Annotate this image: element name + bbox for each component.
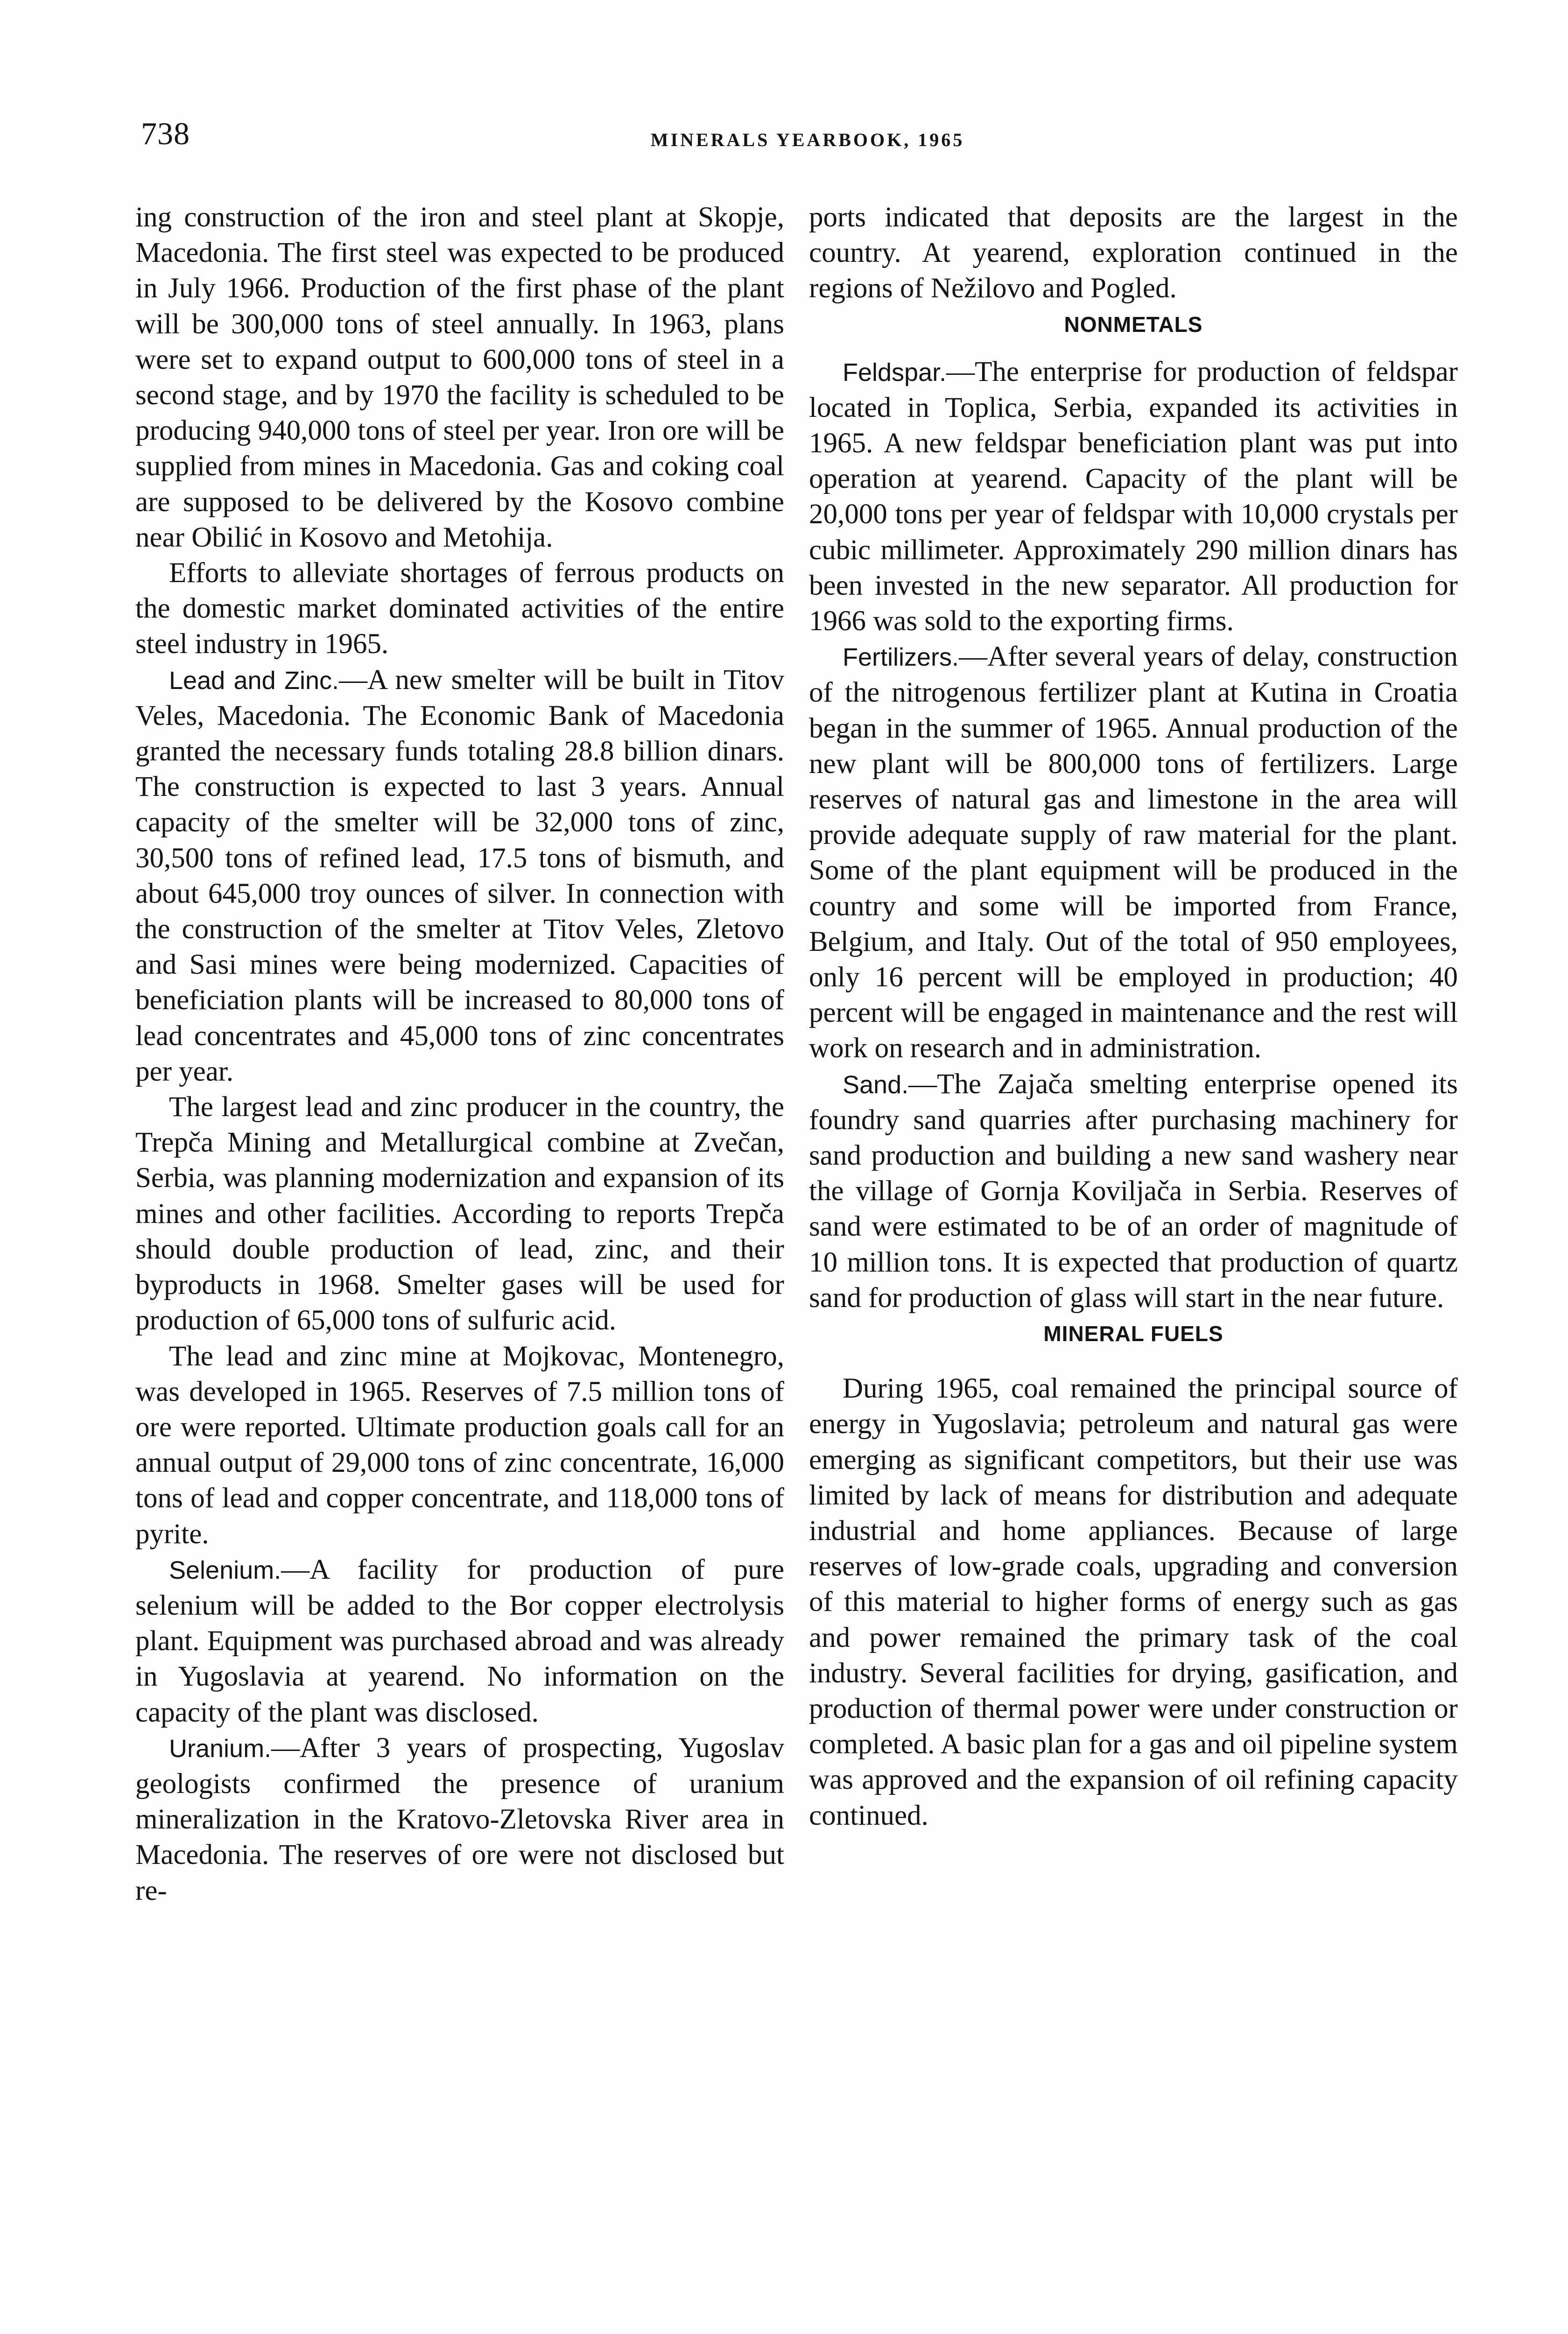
paragraph-iron-steel: ing construction of the iron and steel plant at Skopje, Macedonia. The first steel was expected to be produced in July 1966. Production of the first phase of the plant will be 300,000 tons of steel annually. In 1963, plans were set to expand output to 600,000 tons of steel in a second stage, and by 1970 the facility is scheduled to be producing 940,000 tons of steel per year. Iron ore will be supplied from mines in Macedonia. Gas and coking coal are supposed to be delivered by the Kosovo combine near Obilić in Kosovo and Metohija.	[135, 202, 784, 553]
lead-zinc-title: Lead and Zinc.	[169, 666, 339, 695]
paragraph-fertilizers	[809, 639, 1458, 1066]
paragraph-feldspar	[809, 354, 1458, 640]
right-column	[809, 200, 1458, 1834]
section-heading-nonmetals: NONMETALS	[1064, 312, 1203, 337]
feldspar-title: Feldspar.	[843, 358, 947, 387]
lead-zinc-text: —A new smelter will be built in Titov Veles, Macedonia. The Economic Bank of Macedonia granted the necessary funds totaling 28.8 billion dinars. The construction is expected to last 3 years. Annual capacity of the smelter will be 32,000 tons of zinc, 30,500 tons of refined lead, 17.5 tons of bismuth, and about 645,000 troy ounces of silver. In connection with the construction of the smelter at Titov Veles, Zletovo and Sasi mines were being modernized. Capacities of beneficiation plants will be increased to 80,000 tons of lead concentrates and 45,000 tons of zinc concentrates per year.	[135, 664, 785, 1087]
fertilizers-title: Fertilizers.	[843, 643, 959, 672]
sand-title: Sand.	[843, 1070, 909, 1099]
uranium-title: Uranium.	[169, 1734, 272, 1763]
paragraph-uranium-continued: ports indicated that deposits are the largest in the country. At yearend, exploration continued in the regions of Nežilovo and Pogled.	[809, 202, 1458, 304]
paragraph-selenium	[135, 1552, 784, 1730]
paragraph-mineral-fuels: During 1965, coal remained the principal source of energy in Yugoslavia; petroleum and natural gas were emerging as significant competitors, but their use was limited by lack of means for distribution and adequate industrial and home appliances. Because of large reserves of low-grade coals, upgrading and conversion of this material to higher forms of energy such as gas and power remained the primary task of the coal industry. Several facilities for drying, gasification, and production of thermal power were under construction or completed. A basic plan for a gas and oil pipeline system was approved and the expansion of oil refining capacity continued.	[809, 1373, 1458, 1831]
section-heading-mineral-fuels: MINERAL FUELS	[1043, 1322, 1223, 1346]
sand-text: —The Zajača smelting enterprise opened its foundry sand quarries after purchasing machinery for sand production and building a new sand washery near the village of Gornja Koviljača in Serbia. Reserves of sand were estimated to be of an order of magnitude of 10 million tons. It is expected that production of quartz sand for production of glass will start in the near future.	[809, 1068, 1458, 1314]
page-number: 738	[141, 116, 190, 151]
paragraph-lead-zinc	[135, 662, 784, 1090]
paragraph-ferrous-shortages: Efforts to alleviate shortages of ferrous products on the domestic market dominated activities of the entire steel industry in 1965.	[135, 557, 784, 660]
paragraph-trepca: The largest lead and zinc producer in the country, the Trepča Mining and Metallurgical combine at Zvečan, Serbia, was planning modernization and expansion of its mines and other facilities. According to reports Trepča should double production of lead, zinc, and their byproducts in 1968. Smelter gases will be used for production of 65,000 tons of sulfuric acid.	[135, 1091, 784, 1336]
paragraph-mojkovac: The lead and zinc mine at Mojkovac, Montenegro, was developed in 1965. Reserves of 7.5 million tons of ore were reported. Ultimate production goals call for an annual output of 29,000 tons of zinc concentrate, 16,000 tons of lead and copper concentrate, and 118,000 tons of pyrite.	[135, 1340, 784, 1550]
selenium-text: —A facility for production of pure selenium will be added to the Bor copper electrolysis plant. Equipment was purchased abroad and was already in Yugoslavia at yearend. No information on the capacity of the plant was disclosed.	[135, 1554, 784, 1728]
paragraph-sand	[809, 1067, 1458, 1316]
left-column	[135, 200, 784, 1909]
fertilizers-text: —After several years of delay, construction of the nitrogenous fertilizer plant at Kutina in Croatia began in the summer of 1965. Annual production of the new plant will be 800,000 tons of fertilizers. Large reserves of natural gas and limestone in the area will provide adequate supply of raw material for the plant. Some of the plant equipment will be produced in the country and some will be imported from France, Belgium, and Italy. Out of the total of 950 employees, only 16 percent will be employed in production; 40 percent will be engaged in maintenance and the rest will work on research and in administration.	[809, 641, 1458, 1064]
paragraph-uranium	[135, 1730, 784, 1909]
uranium-text: —After 3 years of prospecting, Yugoslav geologists confirmed the presence of uranium mineralization in the Kratovo-Zletovska River area in Macedonia. The reserves of ore were not disclosed but re-	[135, 1732, 784, 1906]
running-head: MINERALS YEARBOOK, 1965	[650, 129, 965, 150]
selenium-title: Selenium.	[169, 1556, 281, 1584]
feldspar-text: —The enterprise for production of feldspar located in Toplica, Serbia, expanded its activities in 1965. A new feldspar beneficiation plant was put into operation at yearend. Capacity of the plant will be 20,000 tons per year of feldspar with 10,000 crystals per cubic millimeter. Approximately 290 million dinars has been invested in the new separator. All production for 1966 was sold to the exporting firms.	[809, 356, 1458, 637]
